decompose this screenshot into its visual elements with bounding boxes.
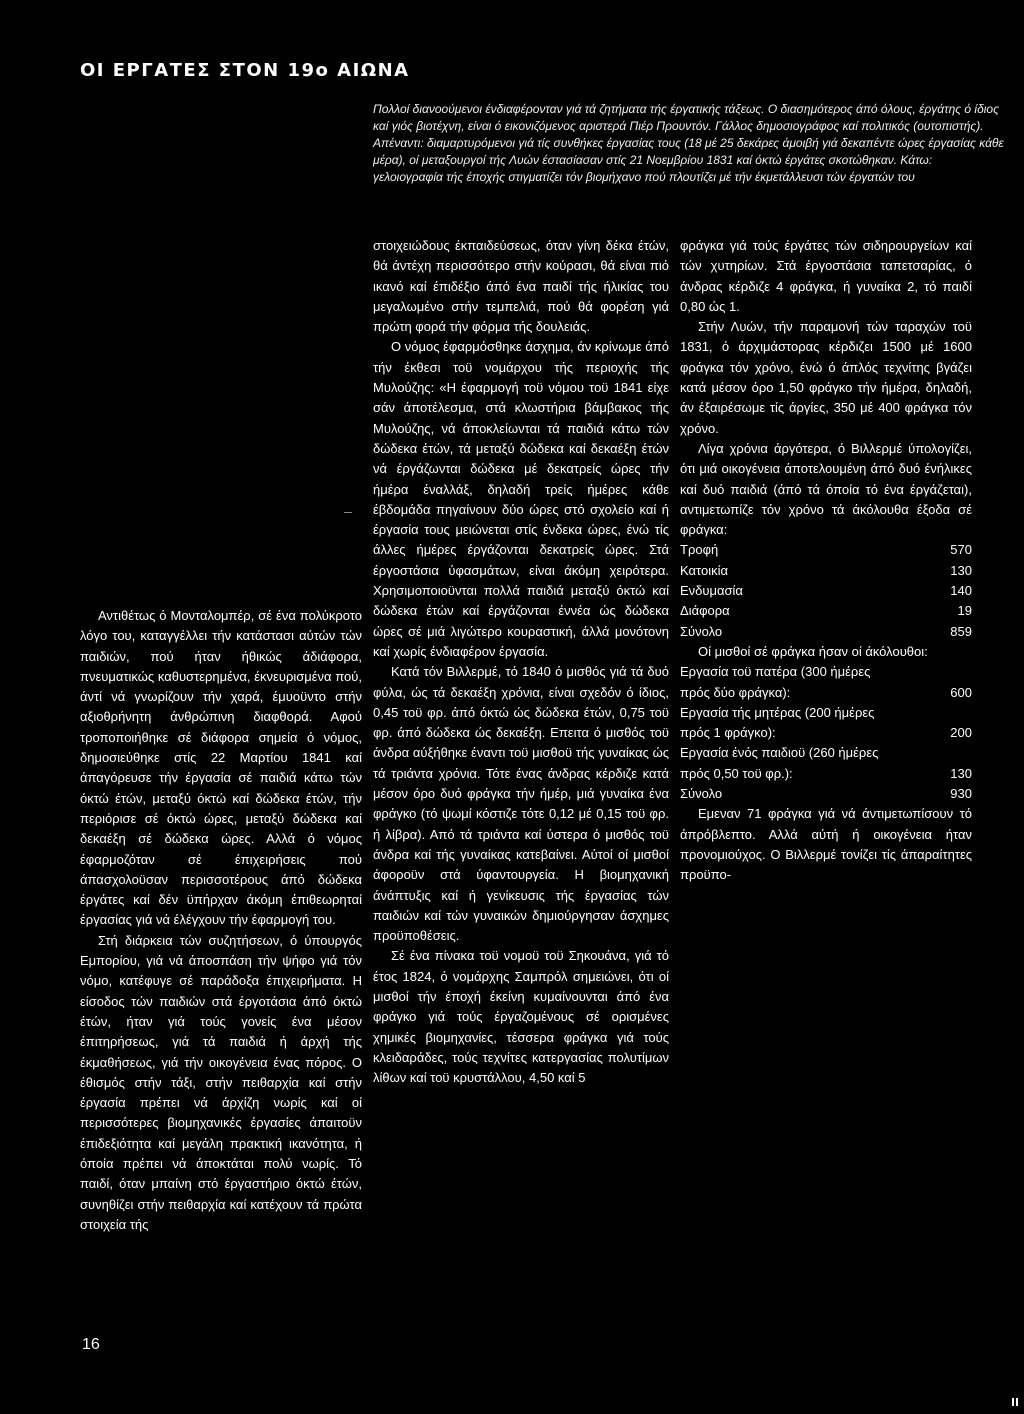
paragraph: Εμεναν 71 φράγκα γιά νά άντιμετωπίσουν τό άπρόβλεπτο. Αλλά αύτή ή οικογένεια ήταν προνομιούχος. Ο Βιλλερμέ τονίζει τίς άπαραίτητες προϋπο- (680, 806, 972, 883)
paragraph: Στή διάρκεια τών συζητήσεων, ό ύπουργός Εμπορίου, γιά νά άποσπάση τήν ψήφο γιά τόν νόμο, κατέφυγε σέ παράδοξα έπιχειρήματα. Η είσοδος τών παιδιών στά έργοτάσια άπό όκτώ έτών, ήταν γιά τούς γονείς ένα μέσον έπιτηρήσεως, γιά τά παιδιά ή άρχή τής έκμαθήσεως, γιά τήν οικογένεια ένας πόρος. Ο έθισμός στήν τάξι, στήν πειθαρχία καί στήν έργασία πρέπει νά άρχίζη νωρίς καί οί περισσότερες βιομηχανικές έργασίες άπαιτοϋν έπιδεξιότητα καί μεγάλη πρακτική ικανότητα, ή όποία πρέπει νά άποκτάται πολύ νωρίς. Τό παιδί, όταν μπαίνη στό έργαστήριο όκτώ έτών, συνηθίζει στήν πειθαρχία καί κατέχουν τά πρώτα στοιχεία τής (80, 932, 362, 1232)
paragraph: Ο νόμος έφαρμόσθηκε άσχημα, άν κρίνωμε άπό τήν έκθεσι τοϋ νομάρχου τής περιοχής τής Μυλούζης: «Η έφαρμογή τοϋ νόμου τοϋ 1841 είχε σάν άποτέλεσμα, στά κλωστήρια βάμβακος τής Μυλούζης, νά άποκλείωνται τά παιδιά κάτω τών δώδεκα έτών, τά μεταξύ δώδεκα καί δεκαέξη έτών νά έργάζωνται δώδεκα μέ δεκατρείς ώρες τήν ήμέρα έναλλάξ, δηλαδή τρείς ήμέρες κάθε έβδομάδα πηγαίνουν δύο ώρες στό σχολείο καί ή έργασία τους μειώνεται στίς ένδεκα ώρες, ένώ τίς άλλες ήμέρες έργάζονται δεκατρείς ώρες. Στά έργοστάσια ύφασμάτων, είναι άκόμη χειρότερα. Χρησιμοποιοϋνται πολλά παιδιά μεταξύ όκτώ καί δώδεκα έτών καί έργάζονται έννέα ώς δώδεκα ώρες σέ μιά λιγώτερο κουραστική, άλλά μονότονη καί χωρίς ένδιαφέρον έργασία. (373, 339, 669, 659)
expense-row (680, 601, 972, 621)
wages-table (680, 662, 972, 804)
wage-row-line1 (680, 743, 972, 763)
paragraph: στοιχειώδους έκπαιδεύσεως, όταν γίνη δέκα έτών, θά άντέχη περισσότερο στήν κούρασι, θά είναι πιό ικανό καί έπιδέξιο άπό ένα παιδί τής ήλικίας του μεγαλωμένο στήν τεμπελιά, πού θά φορέση γιά πρώτη φορά τήν φόρμα τής δουλειάς. (373, 238, 669, 335)
page-title: ΟΙ ΕΡΓΑΤΕΣ ΣΤΟΝ 19ο ΑΙΩΝΑ (80, 60, 410, 81)
expense-label: Σύνολο (680, 623, 723, 639)
wage-row-line1 (680, 703, 972, 723)
expense-value: 859 (950, 623, 972, 639)
paragraph: Οί μισθοί σέ φράγκα ήσαν οί άκόλουθοι: (698, 643, 928, 659)
wage-value: 930 (950, 786, 972, 802)
expense-row (680, 540, 972, 560)
wage-label: πρός δύο φράγκα): (680, 684, 791, 700)
wage-label: Εργασία τοϋ πατέρα (300 ήμέρες (680, 664, 871, 680)
wage-value: 600 (950, 684, 972, 700)
wage-label: Σύνολο (680, 786, 723, 802)
paragraph: Λίγα χρόνια άργότερα, ό Βιλλερμέ ύπολογίζει, ότι μιά οικογένεια άποτελουμένη άπό δυό ένήλικες καί δυό παιδιά (άπό τά όποία τό ένα έργάζεται), αντιμετωπίζε τόν χρόνο τά άκόλουθα έξοδα σέ φράγκα: (680, 440, 972, 538)
expense-label: Τροφή (680, 542, 719, 558)
text-column-1 (80, 606, 362, 1235)
expense-label: Διάφορα (680, 603, 730, 619)
expenses-table (680, 540, 972, 641)
wage-row-line2 (680, 764, 972, 784)
wage-row-line1 (680, 662, 972, 682)
crop-mark (1012, 1398, 1020, 1406)
wage-value: 200 (950, 725, 972, 741)
expense-value: 140 (950, 583, 972, 599)
expense-total-row (680, 622, 972, 642)
wage-label: Εργασία τής μητέρας (200 ήμέρες (680, 704, 875, 720)
expense-label: Ενδυμασία (680, 583, 743, 599)
paragraph: φράγκα γιά τούς έργάτες τών σιδηρουργείων καί τών χυτηρίων. Στά έργοστάσια ταπετσαρίας, ό άνδρας κέρδιζε 4 φράγκα, ή γυναίκα 2, τό παιδί 0,80 ώς 1. (680, 238, 972, 314)
dash-mark (344, 512, 352, 513)
expense-value: 570 (950, 542, 972, 558)
wage-total-row (680, 784, 972, 804)
text-column-2 (373, 236, 669, 1088)
paragraph: Κατά τόν Βιλλερμέ, τό 1840 ό μισθός γιά τά δυό φύλα, ώς τά δεκαέξη χρόνια, είναι σχεδόν ό ίδιος, 0,45 τοϋ φρ. άπό όκτώ ώς δώδεκα έτών, 0,75 τοϋ φρ. άπό δώδεκα ώς δεκαέξη. Επειτα ό μισθός τοϋ άνδρα αύξήθηκε έναντι τοϋ μισθοϋ τής γυναίκας ώς τά τριάντα χρόνια. Τότε ένας άνδρας κέρδιζε κατά μέσον όρο δυό φράγκα τήν ήμέρ, μιά γυναίκα ένα φράγκο (τό ψωμί κόστιζε τότε 0,12 μέ 0,15 τοϋ φρ. ή λίβρα). Από τά τριάντα καί ύστερα ό μισθός τοϋ άνδρα καί τής γυναίκας κατεβαίνει. Αύτοί οί μισθοί άφοροϋν στά ύφαντουργεία. Η βιομηχανική άνάπτυξις καί ή γενίκευσις τής έργασίας τών παιδιών καί τών γυναικών δημιούργησαν άσχημες προϋποθέσεις. (373, 664, 669, 944)
paragraph: Σέ ένα πίνακα τοϋ νομοϋ τοϋ Σηκουάνα, γιά τό έτος 1824, ό νομάρχης Σαμπρόλ σημειώνει, ότι οί μισθοί τήν έποχή έκείνη κυμαίνουνται άπό ένα φράγκο γιά τούς έργαζομένους σέ ορισμένες χημικές βιομηχανίες, τέσσερα φράγκα γιά τούς κλειδαράδες, τούς τεχνίτες κατεργασίας πολυτίμων λίθων καί τοϋ κρυστάλλου, 4,50 καί 5 (373, 948, 669, 1086)
wage-row-line2 (680, 723, 972, 743)
wage-label: Εργασία ένός παιδιοϋ (260 ήμέρες (680, 745, 879, 761)
page-number: 16 (82, 1336, 100, 1353)
expense-row (680, 581, 972, 601)
paragraph: Στήν Λυών, τήν παραμονή τών ταραχών τοϋ 1831, ό άρχιμάστορας κέρδιζει 1500 μέ 1600 φράγκα τόν χρόνο, ένώ ό άπλός τεχνίτης βγάζει κατά μέσον όρο 1,50 φράγκο τήν ήμέρα, δηλαδή, άν έξαιρέσωμε τίς άργίες, 350 μέ 400 φράγκα τόν χρόνο. (680, 319, 972, 436)
wage-row-line2 (680, 683, 972, 703)
wage-label: πρός 0,50 τοϋ φρ.): (680, 765, 793, 781)
paragraph: Αντιθέτως ό Μονταλομπέρ, σέ ένα πολύκροτο λόγο του, καταγγέλλει τήν κατάστασι αύτών τών παιδιών, πού ήταν ήθικώς άδιάφορα, πνευματικώς καθυστερημένα, έκνευρισμένα πού, άντί νά γνωρίζουν τήν χαρά, έμυοϋντο στήν αξιοθρήνητη άνθρώπινη διαφθορά. Αφού τροποποιήθηκε σέ διάφορα σημεία ό νόμος, δημοσιεύθηκε στίς 22 Μαρτίου 1841 καί άπαγόρευσε τήν έργασία σέ παιδιά κάτω τών όκτώ έτών, μεταξύ όκτώ καί δώδεκα έτών, τήν περιόρισε σέ όκτώ ώρες, μεταξύ δώδεκα καί δεκαέξη σέ δώδεκα ώρες. Αλλά ό νόμος έφαρμοζόταν σέ έπιχειρήσεις πού άπασχολοϋσαν περισσοτέρους άπό δώδεκα έργάτες καί δέν ϋπήρχαν άκόμη έπιθεωρηταί έργασίας γιά νά έλέγχουν τήν έφαρμογή του. (80, 608, 362, 928)
wage-value: 130 (950, 765, 972, 781)
expense-value: 130 (950, 562, 972, 578)
expense-label: Κατοικία (680, 562, 729, 578)
photo-caption: Πολλοί διανοούμενοι ένδιαφέρονταν γιά τά ζητήματα τής έργατικής τάξεως. Ο διασημότερος άπό όλους, έργάτης ό ίδιος καί γιός βιοτέχνη, είναι ό εικονιζόμενος αριστερά Πιέρ Προυντόν. Γάλλος δημοσιογράφος καί πολιτικός (ουτοπιστής). Απέναντι: διαμαρτυρόμενοι γιά τίς συνθήκες έργασίας τους (18 μέ 25 δεκάρες άμοιβή γιά δεκαπέντε ώρες έργασίας κάθε μέρα), οί μεταξουργοί τής Λυών έστασίασαν στίς 21 Νοεμβρίου 1831 καί όκτώ έργάτες σκοτώθηκαν. Κάτω: γελοιογραφία τής έποχής στιγματίζει τόν βιομήχανο πού πλουτίζει μέ τήν έκμετάλλευσι τών έργατών του (373, 102, 1004, 184)
text-column-3 (680, 236, 972, 886)
wage-label: πρός 1 φράγκο): (680, 725, 776, 741)
expense-value: 19 (957, 603, 972, 619)
expense-row (680, 561, 972, 581)
